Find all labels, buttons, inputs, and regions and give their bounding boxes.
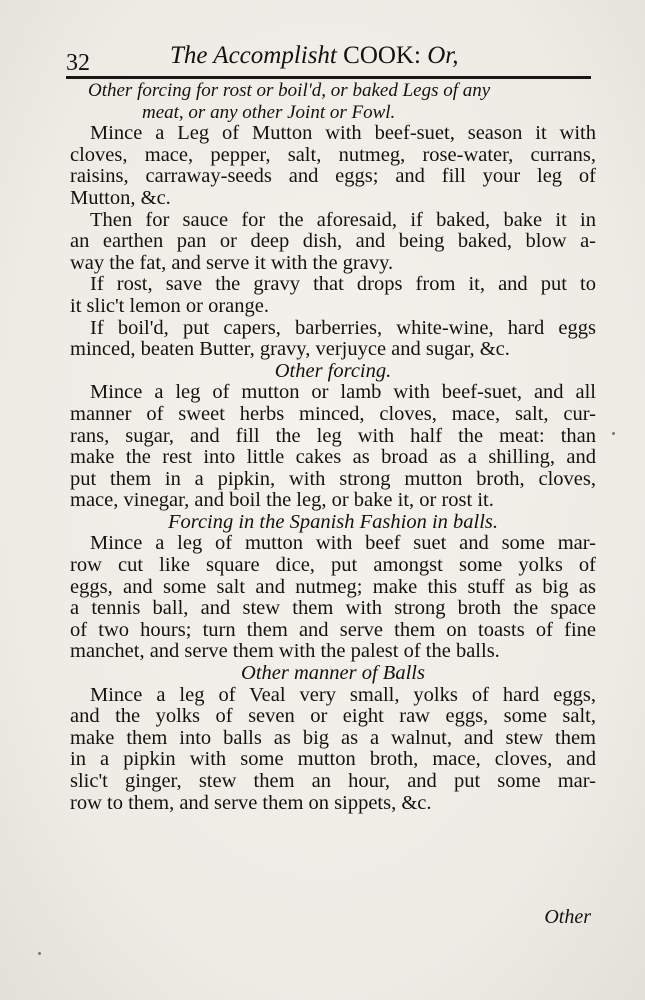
section-heading: Other forcing. [274,359,392,382]
text-line: and the yolks of seven or eight raw eggs, some salt, [70,705,596,728]
page-number: 32 [66,50,90,76]
text-line: Mince a leg of mutton with beef suet and some mar- [90,532,596,555]
text-line: it slic't lemon or orange. [70,294,269,317]
text-line: Mutton, &c. [70,186,171,209]
paper-speck [38,952,41,955]
text-line: rans, sugar, and fill the leg with half the meat: than [70,424,596,447]
text-line: Mince a Leg of Mutton with beef-suet, season it with [90,122,596,145]
running-title-caps: COOK: [343,42,421,69]
text-line: raisins, carraway-seeds and eggs; and fill your leg of [70,165,596,188]
running-title [170,42,458,70]
text-line: make the rest into little cakes as broad as a shilling, and [70,446,596,469]
text-line: way the fat, and serve it with the gravy. [70,251,394,274]
text-line: manner of sweet herbs minced, cloves, mace, salt, cur- [70,402,596,425]
text-line: slic't ginger, stew them an hour, and put some mar- [70,770,596,792]
text-line: If boil'd, put capers, barberries, white-wine, hard eggs [90,316,596,339]
text-line: an earthen pan or deep dish, and being baked, blow a- [70,230,596,253]
text-line: make them into balls as big as a walnut, and stew them [70,726,596,749]
text-line: row cut like square dice, put amongst some yolks of [70,554,596,577]
text-line: Mince a leg of Veal very small, yolks of hard eggs, [90,683,596,706]
section-heading: Other forcing for rost or boil'd, or baked Legs of any [88,80,491,101]
running-title-end: Or, [427,42,459,69]
text-line: Then for sauce for the aforesaid, if baked, bake it in [90,208,596,231]
catchword: Other [544,906,591,928]
running-title-italic: The Accomplisht [170,42,337,69]
text-line: cloves, mace, pepper, salt, nutmeg, rose-water, currans, [70,143,596,166]
page-header [62,30,592,76]
text-line: eggs, and some salt and nutmeg; make this stuff as big as [70,575,596,598]
page-body-text [70,80,596,814]
header-rule [66,76,591,79]
section-heading: Forcing in the Spanish Fashion in balls. [167,510,499,533]
text-line: a tennis ball, and stew them with strong broth the space [70,597,596,620]
text-line: If rost, save the gravy that drops from it, and put to [90,273,596,296]
text-line: Mince a leg of mutton or lamb with beef-suet, and all [90,381,596,404]
text-line: in a pipkin with some mutton broth, mace, cloves, and [70,748,596,771]
text-line: manchet, and serve them with the palest of the balls. [70,640,500,663]
text-line: row to them, and serve them on sippets, &c. [70,791,432,814]
text-line: minced, beaten Butter, gravy, verjuyce and sugar, &c. [70,338,510,361]
text-line: put them in a pipkin, with strong mutton broth, cloves, [70,467,596,490]
paper-speck [612,432,615,435]
text-line: of two hours; turn them and serve them on toasts of fine [70,618,596,641]
text-line: mace, vinegar, and boil the leg, or bake it, or rost it. [70,489,494,512]
section-heading: Other manner of Balls [241,662,425,685]
section-heading: meat, or any other Joint or Fowl. [142,101,396,123]
